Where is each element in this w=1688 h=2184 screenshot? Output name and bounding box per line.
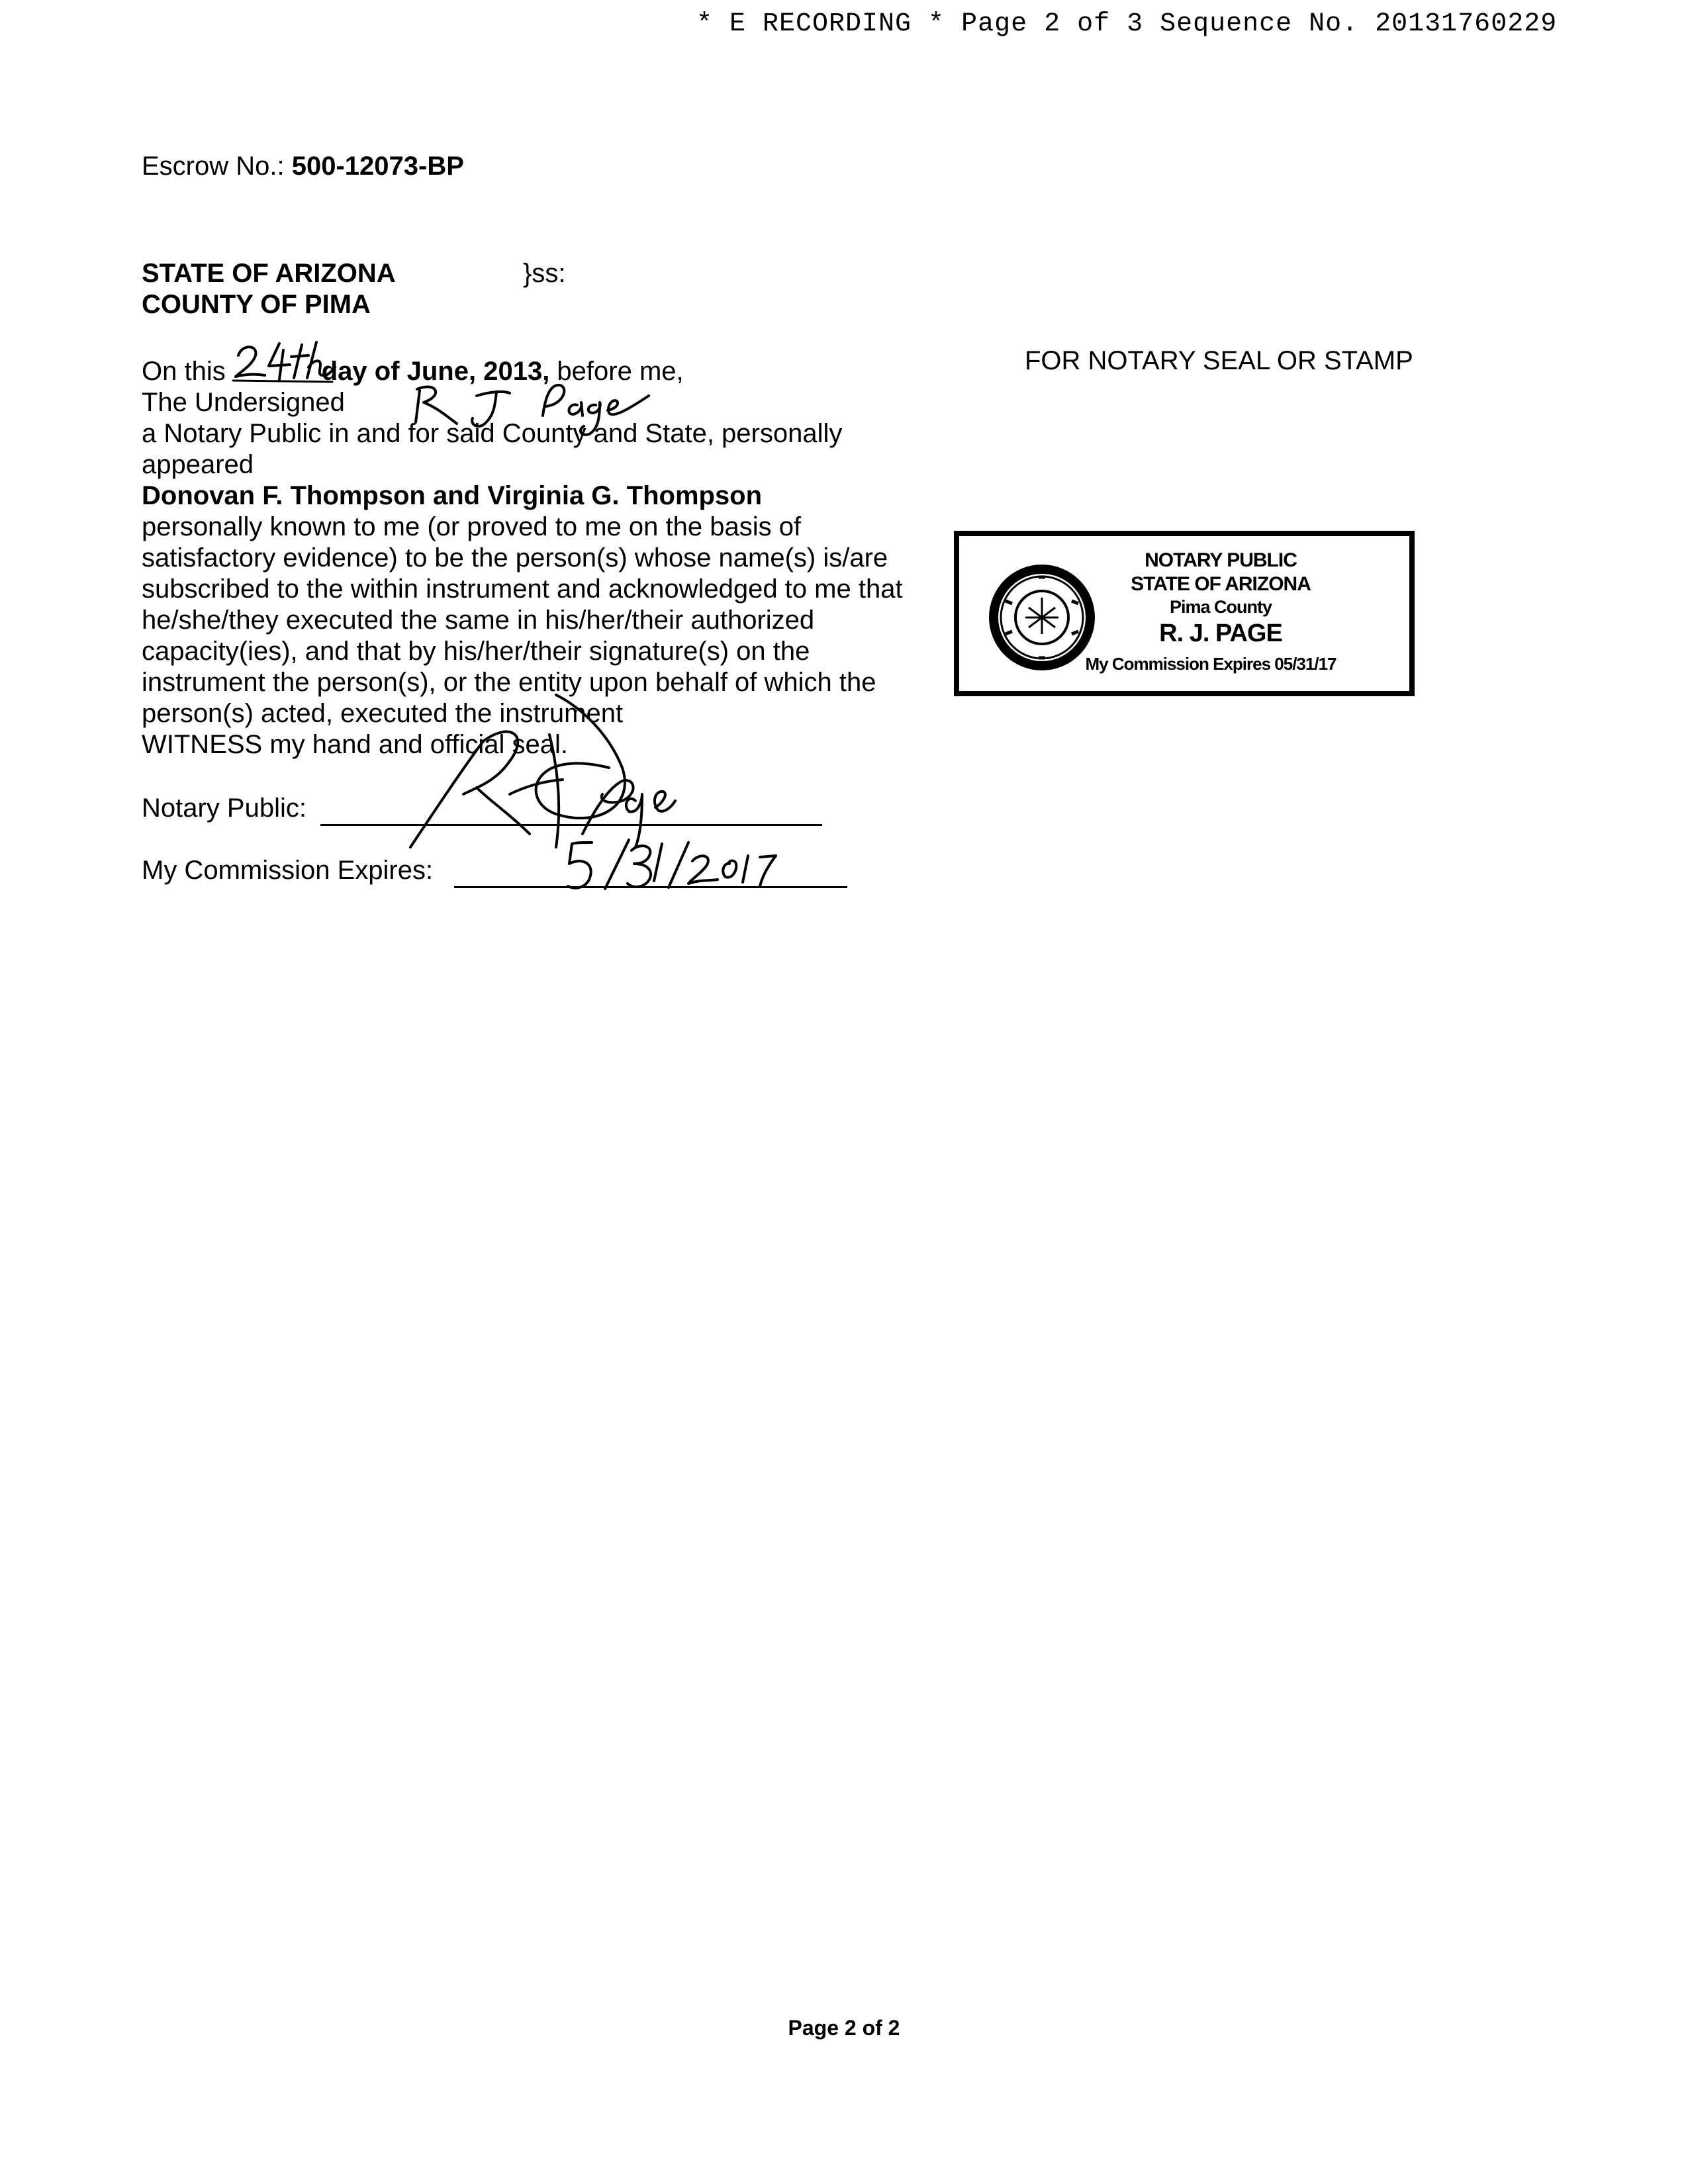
ack-body-line: capacity(ies), and that by his/her/their signature(s) on the [142,637,810,666]
stamp-line4: R. J. PAGE [1159,619,1282,647]
ack-body-line: he/she/they executed the same in his/her/their authorized [142,606,815,635]
ack-notary-line: a Notary Public in and for said County and State, personally [142,419,843,448]
ack-body-line: person(s) acted, executed the instrument [142,699,624,728]
ack-officer: The Undersigned [142,388,345,417]
notary-public-label: Notary Public: [142,794,306,823]
recording-header: * E RECORDING * Page 2 of 3 Sequence No. 20131760229 [696,9,1558,39]
ack-day-of: day of June, 2013, [321,357,550,386]
stamp-line3: Pima County [1169,597,1272,617]
venue-county: COUNTY OF PIMA [142,290,371,319]
ack-body-line: instrument the person(s), or the entity upon behalf of which the [142,668,876,697]
page-footer: Page 2 of 2 [788,2016,900,2040]
handwritten-officer-name [404,376,655,442]
seal-area-label: FOR NOTARY SEAL OR STAMP [1025,346,1413,375]
venue-ss: }ss: [523,259,566,288]
escrow-label: Escrow No.: [142,152,285,181]
stamp-line5: My Commission Expires 05/31/17 [1085,654,1336,674]
ack-witness: WITNESS my hand and official seal. [142,730,568,759]
ack-appeared: appeared [142,450,254,479]
escrow-number: 500-12073-BP [291,152,464,181]
ack-body-line: personally known to me (or proved to me on the basis of [142,512,802,541]
notary-stamp [954,531,1415,696]
stamp-line1: NOTARY PUBLIC [1145,549,1297,571]
ack-body-line: satisfactory evidence) to be the person(s) whose name(s) is/are [142,543,888,572]
escrow-line [142,151,464,183]
ack-before-me: before me, [549,357,684,386]
ack-signers: Donovan F. Thompson and Virginia G. Thompson [142,481,763,510]
venue-state: STATE OF ARIZONA [142,259,396,288]
handwritten-day [233,341,339,387]
ack-on-this: On this [142,357,226,386]
handwritten-commission-date [563,837,814,897]
commission-label: My Commission Expires: [142,856,434,885]
stamp-line2: STATE OF ARIZONA [1131,573,1311,595]
ack-body-line: subscribed to the within instrument and acknowledged to me that [142,574,903,604]
